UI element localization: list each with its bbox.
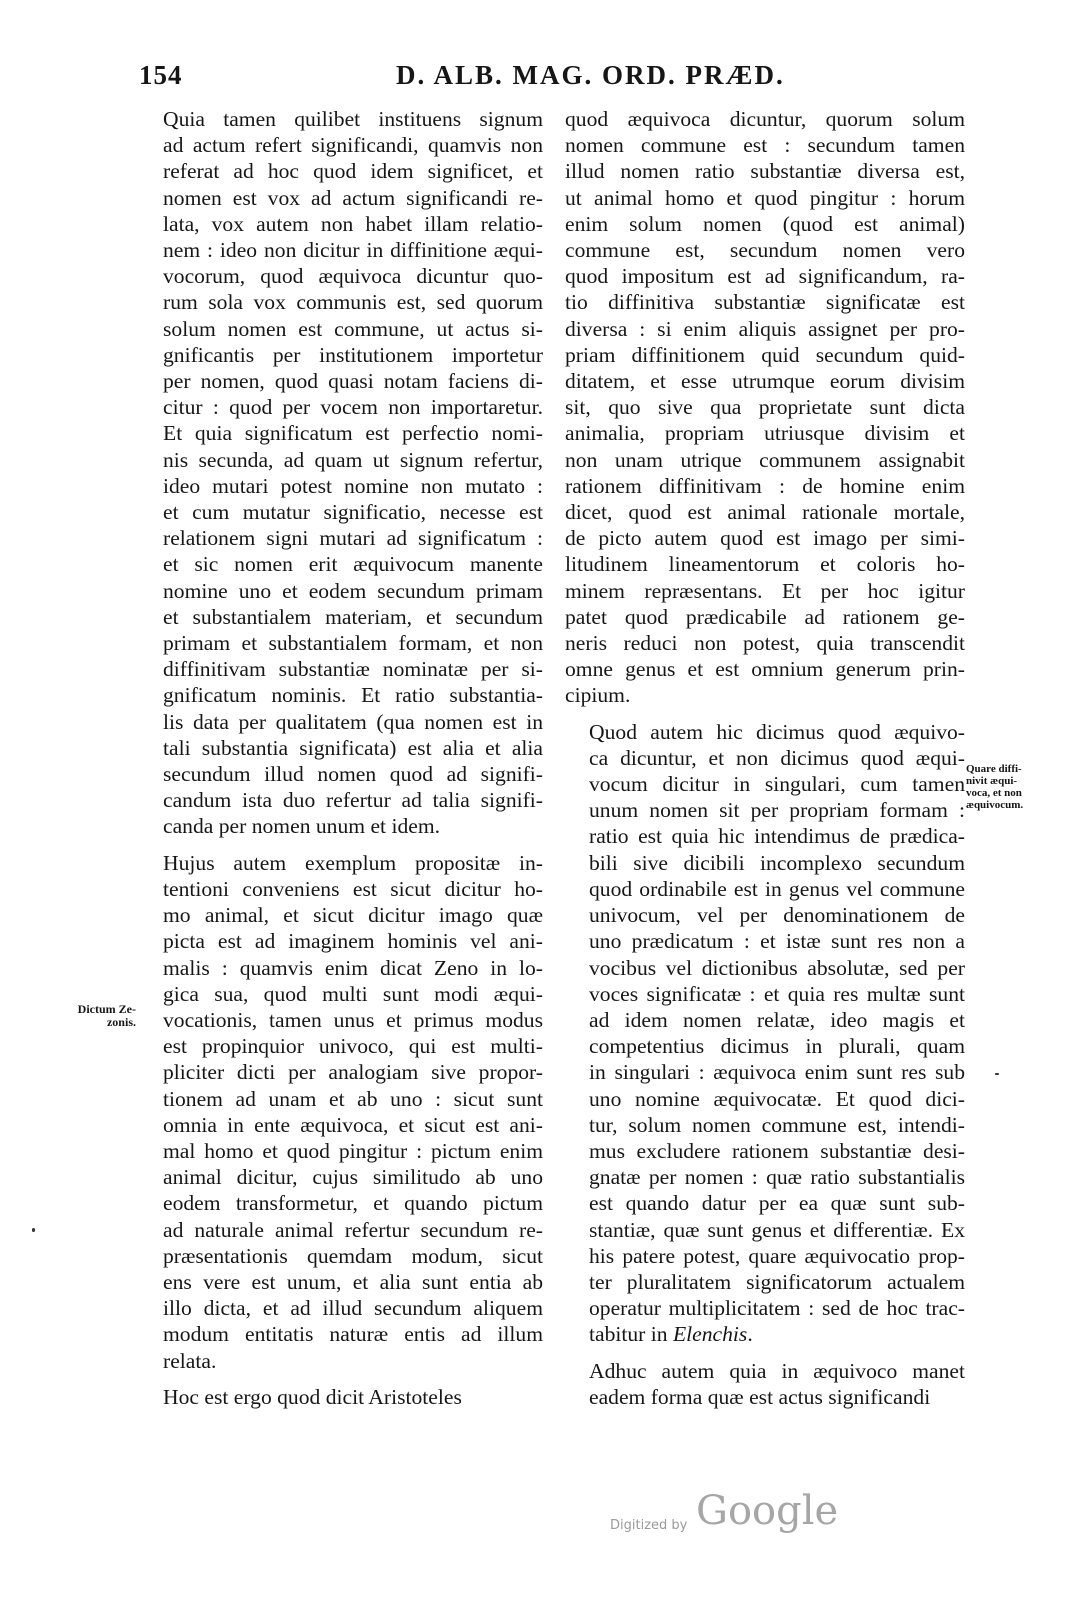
text-line: primam et substantialem formam, et non: [163, 631, 543, 656]
text-line: ens vere est unum, et alia sunt entia ab: [163, 1269, 543, 1294]
text-line: illo dicta, et ad illud secundum aliquem: [163, 1296, 543, 1321]
text-line: lis data per qualitatem (qua nomen est in: [163, 709, 543, 734]
text-line: gnatæ per nomen : quæ ratio substantialis: [589, 1165, 965, 1190]
text-line: omne genus et est omnium generum prin-: [565, 657, 965, 682]
paragraph: [139, 106, 543, 840]
page-header: [0, 60, 1065, 96]
margin-note-right: Quare diffi- nivit æqui- voca, et non æquivocum.: [966, 763, 1024, 811]
text-line: et substantialem materiam, et secundum: [163, 604, 543, 629]
text-line: malis : quamvis enim dicat Zeno in lo-: [163, 955, 543, 980]
text-line: relationem signi mutari ad significatum :: [163, 526, 543, 551]
text-line: Hoc est ergo quod dicit Aristoteles: [163, 1384, 462, 1409]
text-line: pliciter dicti per analogiam sive propor-: [163, 1060, 543, 1085]
digitized-label: Digitized by: [610, 1518, 688, 1533]
left-text-column: [139, 106, 543, 1420]
text-line: ter pluralitatem significatorum actualem: [589, 1269, 965, 1294]
text-line: priam diffinitionem quid secundum quid-: [565, 342, 965, 367]
text-line: stantiæ, quæ sunt genus et differentiæ. Ex: [589, 1217, 965, 1242]
text-line: neris reduci non potest, quia transcendit: [565, 631, 965, 656]
text-line: vocorum, quod æquivoca dicuntur quo-: [163, 264, 543, 289]
text-line: et cum mutatur significatio, necesse est: [163, 500, 543, 525]
text-line: rum sola vox communis est, sed quorum: [163, 290, 543, 315]
text-line: ratio est quia hic intendimus de prædica-: [589, 824, 965, 849]
text-line: nomen commune est : secundum tamen: [565, 133, 965, 158]
digitization-watermark: [610, 1478, 870, 1538]
text-line: canda per nomen unum et idem.: [163, 814, 441, 839]
text-line: lata, vox autem non habet illam relatio-: [163, 211, 543, 236]
text-line: eadem forma quæ est actus significandi: [589, 1384, 931, 1409]
page-number: 154: [139, 60, 183, 90]
text-line: mo animal, et sicut dicitur imago quæ: [163, 903, 543, 928]
text-line: quod æquivoca dicuntur, quorum solum: [565, 107, 965, 131]
text-line: patet quod prædicabile ad rationem ge-: [565, 604, 965, 629]
text-line: ditatem, et esse utrumque eorum divisim: [565, 369, 965, 394]
text-line: secundum illud nomen quod ad signifi-: [163, 762, 543, 787]
text-line: animal dicitur, cujus similitudo ab uno: [163, 1165, 543, 1190]
text-line: nomine uno et eodem secundum primam: [163, 578, 543, 603]
text-line: competentius dicimus in plurali, quam: [589, 1034, 965, 1059]
text-line: non unam utrique communem assignabit: [565, 447, 965, 472]
text-line: relata.: [163, 1348, 217, 1373]
text-line: eodem transformetur, et quando pictum: [163, 1191, 543, 1216]
text-line: candum ista duo refertur ad talia signifi-: [163, 788, 543, 813]
text-line: est propinquior univoco, qui est multi-: [163, 1034, 543, 1059]
text-line: solum nomen est commune, ut actus si-: [163, 316, 543, 341]
text-line: uno prædicatum : et istæ sunt res non a: [589, 929, 965, 954]
text-line: Et quia significatum est perfectio nomi-: [163, 421, 543, 446]
text-line: Adhuc autem quia in æquivoco manet: [589, 1358, 965, 1383]
paragraph: [565, 106, 965, 709]
text-line: est quando datur per ea quæ sunt sub-: [589, 1191, 965, 1216]
text-line: sit, quo sive qua proprietate sunt dicta: [565, 395, 965, 420]
text-line: per nomen, quod quasi notam faciens di-: [163, 369, 543, 394]
paragraph: [565, 719, 965, 1348]
text-line: litudinem lineamentorum et coloris ho-: [565, 552, 965, 577]
text-line: Quia tamen quilibet instituens signum: [163, 107, 543, 131]
text-line: et sic nomen erit æquivocum manente: [163, 552, 543, 577]
paragraph: [139, 1384, 543, 1410]
text-line: enim solum nomen (quod est animal): [565, 211, 965, 236]
text-line: ideo mutari potest nomine non mutato :: [163, 473, 543, 498]
text-line: tali substantia significata) est alia et alia: [163, 735, 543, 760]
text-line: unum nomen sit per propriam formam :: [589, 798, 965, 823]
text-line: vocibus vel dictionibus absolutæ, sed per: [589, 955, 965, 980]
text-line: nem : ideo non dicitur in diffinitione æqui-: [163, 238, 543, 263]
text-line: gnificatum nominis. Et ratio substantia-: [163, 683, 543, 708]
text-line: præsentationis quemdam modum, sicut: [163, 1243, 543, 1268]
text-line: ad actum refert significandi, quamvis non: [163, 133, 543, 158]
text-line: gnificantis per institutionem importetur: [163, 342, 543, 367]
text-line: animalia, propriam utriusque divisim et: [565, 421, 965, 446]
text-line: commune est, secundum nomen vero: [565, 238, 965, 263]
text-line: uno nomine æquivocatæ. Et quod dici-: [589, 1086, 965, 1111]
margin-note-left: Dictum Ze- zonis.: [77, 1002, 136, 1029]
text-line: vocationis, tamen unus et primus modus: [163, 1007, 543, 1032]
text-line: Quod autem hic dicimus quod æquivo-: [589, 719, 965, 744]
text-line: univocum, vel per denominationem de: [589, 903, 965, 928]
google-logo: Google: [696, 1488, 839, 1534]
text-line: dicet, quod est animal rationale mortale,: [565, 500, 965, 525]
italic-title: Elenchis: [672, 1322, 748, 1347]
text-line: ad naturale animal refertur secundum re-: [163, 1217, 543, 1242]
text-line: tur, solum nomen commune est, intendi-: [589, 1112, 965, 1137]
text-line: rationem diffinitivam : de homine enim: [565, 473, 965, 498]
text-line: nomen est vox ad actum significandi re-: [163, 185, 543, 210]
text-line: cipium.: [565, 683, 631, 708]
text-line: omnia in ente æquivoca, et sicut est ani-: [163, 1112, 543, 1137]
right-text-column: [565, 106, 965, 1420]
text-line: mus excludere rationem substantiæ desi-: [589, 1138, 965, 1163]
text-line: minem repræsentans. Et per hoc igitur: [565, 578, 965, 603]
text-line: referat ad hoc quod idem significet, et: [163, 159, 543, 184]
paragraph: [139, 850, 543, 1374]
text-line: citur : quod per vocem non importaretur.: [163, 395, 543, 420]
text-line: picta est ad imaginem hominis vel ani-: [163, 929, 543, 954]
text-line: ad idem nomen relatæ, ideo magis et: [589, 1007, 965, 1032]
text-line: de picto autem quod est imago per simi-: [565, 526, 965, 551]
text-line: gica sua, quod multi sunt modi æqui-: [163, 981, 543, 1006]
text-line: mal homo et quod pingitur : pictum enim: [163, 1138, 543, 1163]
text-line: tabitur in Elenchis.: [589, 1322, 753, 1347]
text-line: tentioni conveniens est sicut dicitur ho-: [163, 876, 543, 901]
text-line: quod ordinabile est in genus vel commune: [589, 876, 965, 901]
ink-speck: [32, 1228, 35, 1232]
paragraph: [565, 1358, 965, 1410]
text-line: ca dicuntur, et non dicimus quod æqui-: [589, 745, 965, 770]
text-line: in singulari : æquivoca enim sunt res sub: [589, 1060, 965, 1085]
text-line: operatur multiplicitatem : sed de hoc trac-: [589, 1296, 965, 1321]
text-line: voces significatæ : et quia res multæ sunt: [589, 981, 965, 1006]
text-line: diversa : si enim aliquis assignet per pro-: [565, 316, 965, 341]
text-line: ut animal homo et quod pingitur : horum: [565, 185, 965, 210]
text-line: illud nomen ratio substantiæ diversa est,: [565, 159, 965, 184]
text-line: modum entitatis naturæ entis ad illum: [163, 1322, 543, 1347]
text-line: Hujus autem exemplum propositæ in-: [163, 850, 543, 875]
text-line: bili sive dicibili incomplexo secundum: [589, 850, 965, 875]
text-line: quod impositum est ad significandum, ra-: [565, 264, 965, 289]
text-line: his patere potest, quare æquivocatio prop-: [589, 1243, 965, 1268]
running-head: D. ALB. MAG. ORD. PRÆD.: [396, 60, 785, 90]
text-line: nis secunda, ad quam ut signum refertur,: [163, 447, 543, 472]
text-line: vocum dicitur in singulari, cum tamen: [589, 772, 965, 797]
text-line: tio diffinitiva substantiæ significatæ est: [565, 290, 965, 315]
text-line: diffinitivam substantiæ nominatæ per si-: [163, 657, 543, 682]
text-line: tionem ad unam et ab uno : sicut sunt: [163, 1086, 543, 1111]
ink-speck: [995, 1073, 999, 1075]
